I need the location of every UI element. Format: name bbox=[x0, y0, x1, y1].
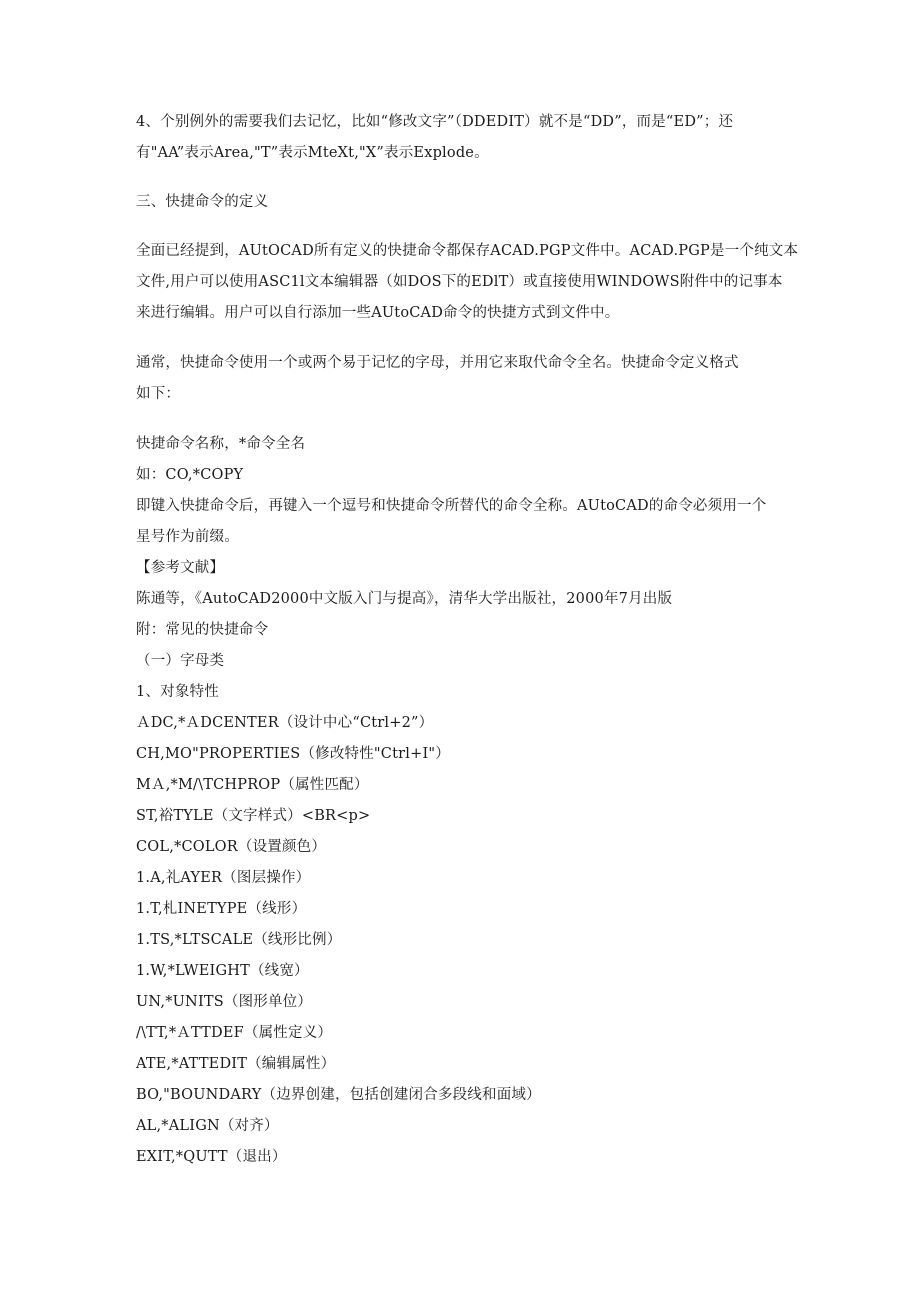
command-item: AL,*ALIGN（对齐） bbox=[136, 1118, 279, 1134]
references-heading: 【参考文献】 bbox=[136, 560, 225, 576]
paragraph-line: 4、个别例外的需要我们去记忆，比如“修改文字”（DDEDIT）就不是“DD”，而是“ED”；还 bbox=[136, 114, 734, 130]
appendix-heading: 附：常见的快捷命令 bbox=[136, 622, 269, 638]
paragraph-line: 如下： bbox=[136, 386, 181, 402]
command-item: EXIT,*QUTT（退出） bbox=[136, 1149, 287, 1165]
command-item: MＡ,*M/\TCHPROP（属性匹配） bbox=[136, 777, 369, 793]
command-item: /\TT,*ＡTTDEF（属性定义） bbox=[136, 1025, 333, 1041]
paragraph-line: 即键入快捷命令后，再键入一个逗号和快捷命令所替代的命令全称。AUtoCAD的命令必须用一个 bbox=[136, 498, 767, 514]
command-item: ATE,*ATTEDIT（编辑属性） bbox=[136, 1056, 336, 1072]
command-item: ＡDC,*ＡDCENTER（设计中心“Ctrl+2”） bbox=[136, 715, 434, 731]
command-item: ST,裕TYLE（文字样式）<BR<p> bbox=[136, 808, 371, 824]
section-heading: 三、快捷命令的定义 bbox=[136, 194, 269, 210]
command-item: CH,MO"PROPERTIES（修改特性"Ctrl+I"） bbox=[136, 746, 450, 762]
command-item: BO,"BOUNDARY（边界创建，包括创建闭合多段线和面域） bbox=[136, 1087, 541, 1103]
subcategory-heading: 1、对象特性 bbox=[136, 684, 219, 700]
example-line: 如：CO,*COPY bbox=[136, 467, 244, 483]
paragraph-line: 通常，快捷命令使用一个或两个易于记忆的字母，并用它来取代命令全名。快捷命令定义格式 bbox=[136, 355, 739, 371]
command-item: 1.T,札INETYPE（线形） bbox=[136, 901, 307, 917]
command-item: 1.TS,*LTSCALE（线形比例） bbox=[136, 932, 342, 948]
paragraph-line: 文件,用户可以使用ASC1l文本编辑器（如DOS下的EDlT）或直接使用WINDOWS附件中的记事本 bbox=[136, 274, 783, 290]
paragraph-line: 星号作为前缀。 bbox=[136, 529, 239, 545]
category-heading: （一）字母类 bbox=[136, 653, 225, 669]
command-item: 1.W,*LWEIGHT（线宽） bbox=[136, 963, 309, 979]
paragraph-line: 有"AA”表示Area,"T”表示MteXt,"X”表示Explode。 bbox=[136, 145, 489, 161]
command-item: UN,*UNITS（图形单位） bbox=[136, 994, 313, 1010]
paragraph-line: 来进行编辑。用户可以自行添加一些AUtoCAD命令的快捷方式到文件中。 bbox=[136, 305, 620, 321]
paragraph-line: 全面已经提到，AUtOCAD所有定义的快捷命令都保存ACAD.PGP文件中。ACAD.PGP是一个纯文本 bbox=[136, 243, 799, 259]
reference-entry: 陈通等，《AutoCAD2000中文版入门与提高》，清华大学出版社，2000年7月出版 bbox=[136, 591, 673, 607]
format-line: 快捷命令名称，*命令全名 bbox=[136, 436, 306, 452]
command-item: 1.A,礼AYER（图层操作） bbox=[136, 870, 311, 886]
command-item: COL,*COLOR（设置颜色） bbox=[136, 839, 327, 855]
